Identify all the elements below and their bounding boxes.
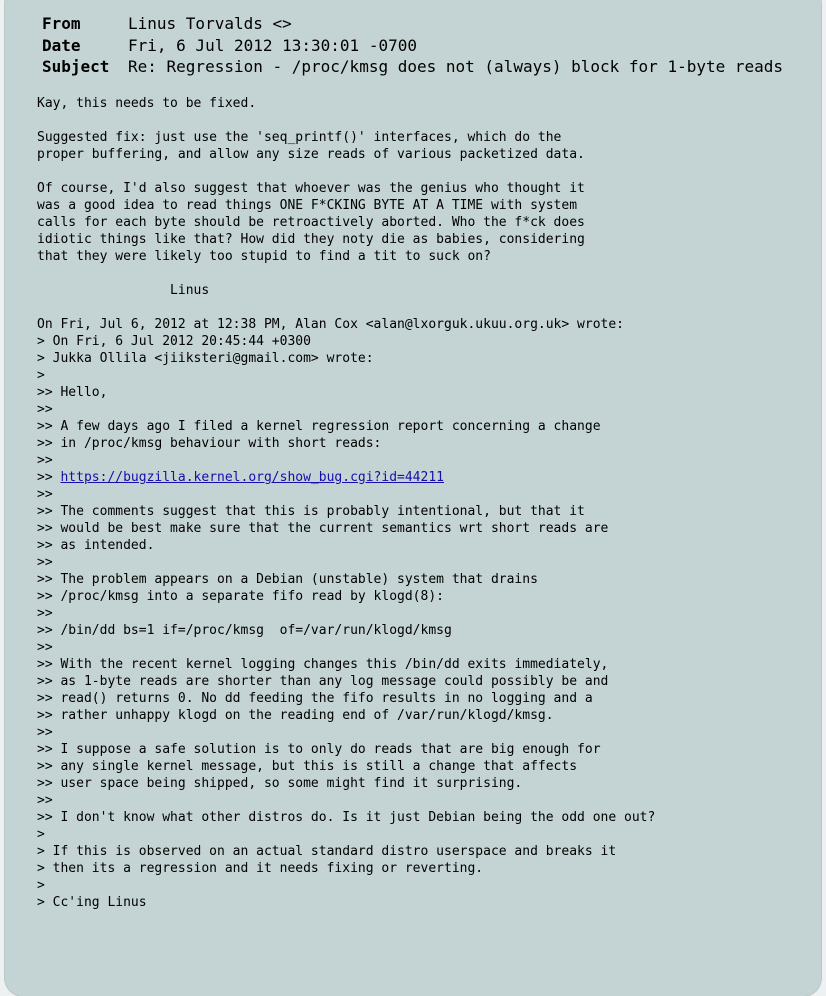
quoted-line: > On Fri, 6 Jul 2012 20:45:44 +0300 [37,334,311,349]
quoted-line: > [37,878,45,893]
quoted-line: > Jukka Ollila <jiiksteri@gmail.com> wrote: [37,351,374,366]
body-line: Of course, I'd also suggest that whoever was the genius who thought it [37,181,585,196]
quoted-line: >> With the recent kernel logging changes this /bin/dd exits immediately, [37,657,609,672]
header-from-label: From [42,14,81,33]
body-line: Suggested fix: just use the 'seq_printf()' interfaces, which do the [37,130,562,145]
body-line [37,163,655,180]
signature: Linus [37,283,210,298]
header-from [42,13,783,35]
quoted-line: >> as 1-byte reads are shorter than any log message could possibly be and [37,674,609,689]
body-line [37,112,655,129]
body-line: idiotic things like that? How did they noty die as babies, considering [37,232,585,247]
quoted-line: >> Hello, [37,385,108,400]
header-date-value: Fri, 6 Jul 2012 13:30:01 -0700 [128,35,417,55]
quoted-line: >> read() returns 0. No dd feeding the fifo results in no logging and a [37,691,593,706]
quoted-line: >> any single kernel message, but this is still a change that affects [37,759,578,774]
header-from-value: Linus Torvalds <> [128,14,292,33]
quoted-line: > If this is observed on an actual standard distro userspace and breaks it [37,844,617,859]
quoted-link-line [37,469,655,486]
quoted-line: >> The comments suggest that this is probably intentional, but that it [37,504,585,519]
header-date-label: Date [42,35,81,55]
quoted-line: >> in /proc/kmsg behaviour with short reads: [37,436,382,451]
quoted-line: >> [37,793,53,808]
quoted-line: > [37,827,45,842]
quoted-line: >> rather unhappy klogd on the reading end of /var/run/klogd/kmsg. [37,708,554,723]
quoted-line: >> [37,555,53,570]
body-line: calls for each byte should be retroactively aborted. Who the f*ck does [37,215,585,230]
header-subject [42,56,783,78]
body-line: was a good idea to read things ONE F*CKING BYTE AT A TIME with system [37,198,578,213]
quoted-line: > then its a regression and it needs fixing or reverting. [37,861,484,876]
quoted-line: > Cc'ing Linus [37,895,147,910]
quoted-line: >> I suppose a safe solution is to only do reads that are big enough for [37,742,601,757]
quoted-line: >> I don't know what other distros do. Is it just Debian being the odd one out? [37,810,656,825]
body-line: proper buffering, and allow any size reads of various packetized data. [37,147,585,162]
bugzilla-link[interactable]: https://bugzilla.kernel.org/show_bug.cgi?id=44211 [60,470,444,485]
message-headers [42,13,783,78]
quoted-line: >> /bin/dd bs=1 if=/proc/kmsg of=/var/run/klogd/kmsg [37,623,452,638]
quoted-line: >> The problem appears on a Debian (unstable) system that drains [37,572,538,587]
message-body [37,95,655,911]
body-line: Kay, this needs to be fixed. [37,96,257,111]
quoted-line: >> [37,640,53,655]
header-subject-value: Re: Regression - /proc/kmsg does not (always) block for 1-byte reads [128,57,784,76]
quoted-line: > [37,368,45,383]
body-line: that they were likely too stupid to find a tit to suck on? [37,249,491,264]
quoted-line: >> /proc/kmsg into a separate fifo read by klogd(8): [37,589,444,604]
quoted-line: >> [37,487,53,502]
quoted-line: >> [37,725,53,740]
quoted-line: >> [37,453,53,468]
header-subject-label: Subject [42,57,110,76]
quoted-line: >> A few days ago I filed a kernel regression report concerning a change [37,419,601,434]
body-line [37,299,655,316]
quote-prefix: >> [37,470,61,485]
quoted-line: >> user space being shipped, so some might find it surprising. [37,776,523,791]
quoted-line: >> [37,402,53,417]
quoted-line: >> [37,606,53,621]
body-line [37,265,655,282]
quote-attribution: On Fri, Jul 6, 2012 at 12:38 PM, Alan Cox <alan@lxorguk.ukuu.org.uk> wrote: [37,317,624,332]
quoted-line: >> as intended. [37,538,155,553]
header-date [42,35,783,57]
quoted-line: >> would be best make sure that the current semantics wrt short reads are [37,521,609,536]
